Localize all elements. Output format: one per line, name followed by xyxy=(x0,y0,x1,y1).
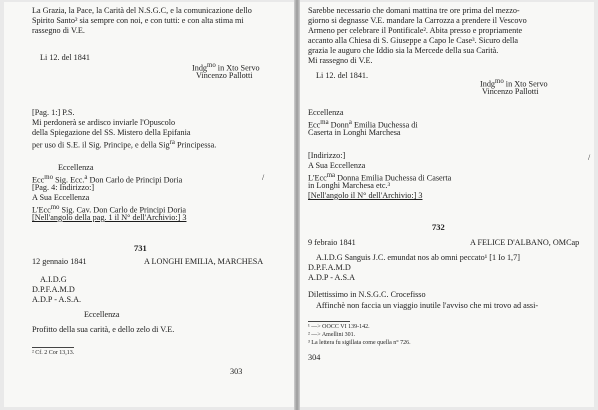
left-address-line-6: [Nell'angolo della pag. 1 il N° dell'Archivio:] 3 xyxy=(32,213,187,222)
right-body-line: Affinchè non faccia un viaggio inutile l'avviso che mi trovo ad assi- xyxy=(316,301,539,310)
slash-mark: / xyxy=(262,173,265,182)
left-page-number: 303 xyxy=(230,367,243,376)
right-abbrev-1: A.I.D.G Sanguis J.C. emundat nos ab omni peccato¹ [1 Io 1,7] xyxy=(316,253,520,262)
right-intro-line-3: Armeno per celebrare il Pontificale². Abita presso e propriamente xyxy=(308,26,523,35)
right-address-line-9: [Nell'angolo il N° dell'Archivio:] 3 xyxy=(308,191,423,200)
left-place-date: Li 12. del 1841 xyxy=(40,53,91,62)
left-intro-line-1: La Grazia, la Pace, la Carità del N.S.G.C, e la comunicazione dello xyxy=(32,6,252,15)
left-closing-1: Indg$^{mo}$ in Xto Servo xyxy=(192,62,260,73)
left-abbrev-3: A.D.P - A.S.A. xyxy=(32,295,82,304)
right-footnote-1: ¹ —> OOCC VI 139-142. xyxy=(308,324,370,330)
left-body-line: Profitto della sua carità, e dello zelo di V.E. xyxy=(32,325,175,334)
right-letter-recipient: A FELICE D'ALBANO, OMCap xyxy=(470,238,580,247)
right-address-line-1: Eccellenza xyxy=(308,108,344,117)
left-page xyxy=(4,2,294,407)
left-salutation: Eccellenza xyxy=(84,310,120,319)
right-place-date: Li 12. del 1841. xyxy=(316,71,369,80)
right-abbrev-3: A.D.P - A.S.A xyxy=(308,273,356,282)
left-intro-line-3: rassegno di V.E. xyxy=(32,26,85,35)
left-abbrev-2: D.P.F.A.M.D xyxy=(32,285,75,294)
left-letter-date: 12 gennaio 1841 xyxy=(32,257,87,266)
left-address-line-4: A Sua Eccellenza xyxy=(32,193,90,202)
left-footnote: ² Cf. 2 Cor 13,13. xyxy=(32,350,75,356)
left-ps-line-4: per uso di S.E. il Sig. Principe, e della Sig$^{ra}$ Principessa. xyxy=(32,139,217,150)
right-address-line-3: Caserta in Longhi Marchesa xyxy=(308,128,401,137)
left-footnote-rule xyxy=(32,347,74,348)
right-footnote-3: ³ La lettera fu sigillata come quella n° 726. xyxy=(308,340,411,346)
right-footnote-2: ² —> Amellini 301. xyxy=(308,332,356,338)
right-intro-line-1: Sarebbe necessario che domani mattina tre ore prima del mezzo- xyxy=(308,6,520,15)
right-salutation: Dilettissimo in N.S.G.C. Crocefisso xyxy=(308,290,426,299)
right-address-line-7: L'Ecc$^{ma}$ Donna Emilia Duchessa di Caserta xyxy=(308,172,452,183)
right-address-line-5: [Indirizzo:] xyxy=(308,151,346,160)
left-address-line-5: L'Ecc$^{mo}$ Sig. Cav. Don Carlo de Principi Doria xyxy=(32,204,187,215)
left-address-line-2: Ecc$^{mo}$ Sig. Ecc.$^a$ Don Carlo de Principi Doria xyxy=(32,174,183,185)
left-closing-2: Vincenzo Pallotti xyxy=(196,71,253,80)
left-letter-number: 731 xyxy=(134,243,147,253)
left-address-line-3: [Pag. 4: Indirizzo:] xyxy=(32,183,95,192)
left-address-line-1: Eccellenza xyxy=(58,163,94,172)
right-page-number: 304 xyxy=(308,353,321,362)
right-intro-line-2: giorno si degnasse V.E. mandare la Carrozza a prendere il Vescovo xyxy=(308,16,527,25)
left-abbrev-1: A.I.D.G xyxy=(40,275,67,284)
right-footnote-rule xyxy=(308,321,350,322)
left-ps-line-3: della Spiegazione del SS. Mistero della Epifania xyxy=(32,128,191,137)
right-address-line-2: Ecc$^{ma}$ Donn$^a$ Emilia Duchessa di xyxy=(308,119,418,130)
right-intro-line-4: accanto alla Chiesa di S. Giuseppe a Capo le Case³. Sicuro della xyxy=(308,36,519,45)
right-address-line-6: A Sua Eccellenza xyxy=(308,161,366,170)
right-letter-date: 9 febraio 1841 xyxy=(308,238,356,247)
right-closing-2: Vincenzo Pallotti xyxy=(482,87,539,96)
right-letter-number: 732 xyxy=(432,222,445,232)
left-ps-line-2: Mi perdonerà se ardisco inviarle l'Opuscolo xyxy=(32,118,176,127)
left-ps-line-1: [Pag. 1:] P.S. xyxy=(32,108,75,117)
right-page xyxy=(300,2,594,407)
right-abbrev-2: D.P.F.A.M.D xyxy=(308,263,351,272)
left-letter-recipient: A LONGHI EMILIA, MARCHESA xyxy=(144,257,264,266)
slash-mark: / xyxy=(588,153,591,162)
right-intro-line-5: grazia le auguro che Iddio sia la Mercede della sua Carità. xyxy=(308,46,499,55)
right-address-line-8: in Longhi Marchesa etc.³ xyxy=(308,181,391,190)
right-intro-line-6: Mi rassegno di V.E. xyxy=(308,56,373,65)
left-intro-line-2: Spirito Santo² sia sempre con noi, e con tutti: e con alta stima mi xyxy=(32,16,244,25)
right-closing-1: Indg$^{mo}$ in Xto Servo xyxy=(480,78,548,89)
